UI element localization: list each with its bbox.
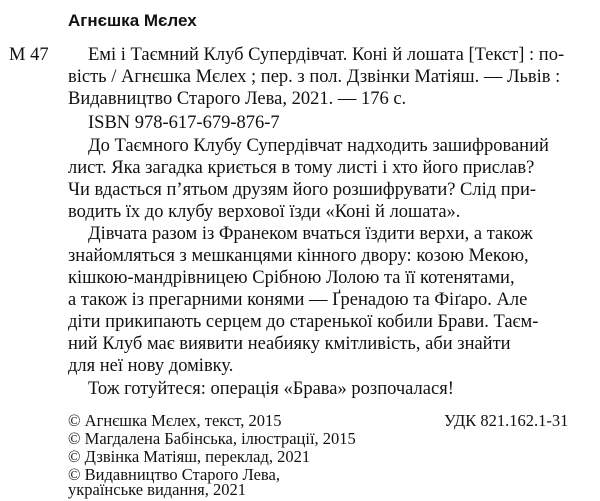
annotation-line: Дівчата разом із Франеком вчаться їздити верхи, а також bbox=[88, 224, 533, 244]
annotation-line: діти прикипають серцем до старенької кобили Брави. Таєм- bbox=[68, 312, 539, 332]
annotation-line: Тож готуйтеся: операція «Брава» розпочалася! bbox=[88, 379, 454, 399]
classification-code: М 47 bbox=[9, 45, 49, 65]
annotation-line: а також із прегарними конями — Ґренадою та Фіґаро. Але bbox=[68, 290, 528, 310]
annotation-line: водить їх до клубу верхової їзди «Коні й лошата». bbox=[68, 202, 461, 222]
udk-code: УДК 821.162.1-31 bbox=[444, 411, 569, 430]
annotation-line: До Таємного Клубу Супердівчат надходить зашифрований bbox=[88, 136, 549, 156]
copyright-line: українське видання, 2021 bbox=[68, 480, 246, 499]
copyright-line: © Видавництво Старого Лева, bbox=[68, 465, 280, 484]
bibliographic-line: Видавництво Старого Лева, 2021. — 176 с. bbox=[68, 89, 407, 109]
copyright-line: © Дзвінка Матіяш, переклад, 2021 bbox=[68, 447, 311, 466]
annotation-line: кішкою-мандрівницею Срібною Лолою та її котенятами, bbox=[68, 268, 515, 288]
annotation-line: лист. Яка загадка криється в тому листі і хто його прислав? bbox=[68, 158, 535, 178]
copyright-line: © Магдалена Бабінська, ілюстрації, 2015 bbox=[68, 429, 356, 448]
annotation-line: ний Клуб має виявити неабияку кмітливість, аби знайти bbox=[68, 334, 511, 354]
annotation-line: Чи вдасться п’ятьом друзям його розшифрувати? Слід при- bbox=[68, 180, 537, 200]
annotation-line: знайомляться з мешканцями кінного двору: козою Мекою, bbox=[68, 246, 529, 266]
annotation-line: для неї нову домівку. bbox=[68, 356, 234, 376]
copyright-line: © Агнєшка Мєлех, текст, 2015 bbox=[68, 411, 282, 430]
author-heading: Агнєшка Мєлех bbox=[68, 11, 197, 30]
bibliographic-line: Емі і Таємний Клуб Супердівчат. Коні й лошата [Текст] : по- bbox=[88, 45, 565, 65]
bibliographic-line: вість / Агнєшка Мєлех ; пер. з пол. Дзвінки Матіяш. — Львів : bbox=[68, 67, 561, 87]
isbn: ISBN 978-617-679-876-7 bbox=[88, 113, 280, 133]
